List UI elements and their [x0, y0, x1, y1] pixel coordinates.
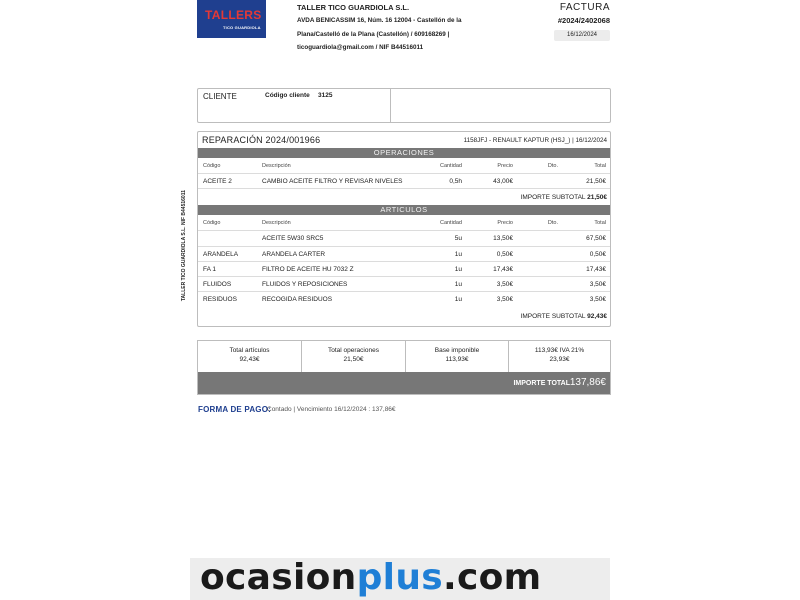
cell-code: ACEITE 2: [203, 178, 232, 185]
articles-section-bar: ARTICULOS: [198, 205, 610, 215]
document-number: #2024/2402068: [557, 16, 610, 25]
cell-code: FA 1: [203, 266, 217, 273]
row-divider: [198, 246, 610, 247]
row-divider: [198, 276, 610, 277]
row-divider: [198, 188, 610, 189]
cell-code: FLUIDOS: [203, 281, 232, 288]
client-box-divider: [390, 89, 391, 122]
cell-quantity: 1u: [454, 251, 462, 258]
brand-part-3: .com: [442, 557, 542, 598]
total-articles: [198, 341, 301, 372]
articles-subtotal-label: IMPORTE SUBTOTAL: [520, 313, 586, 320]
cell-total: 21,50€: [586, 178, 606, 185]
client-label: CLIENTE: [203, 92, 237, 101]
total-operations-label: Total operaciones: [328, 347, 379, 354]
logo-text: TALLERS: [205, 8, 262, 22]
row-divider: [198, 291, 610, 292]
payment-detail: Contado | Vencimiento 16/12/2024 : 137,86€: [267, 406, 396, 413]
brand-logo: [200, 557, 541, 598]
cell-total: 0,50€: [589, 251, 606, 258]
side-legal-text: TALLER TICO GUARDIOLA S.L. NIF B44516011: [181, 190, 187, 302]
col-discount-header: Dto.: [547, 163, 558, 169]
company-address: AVDA BENICASSIM 16, Núm. 16 12004 - Castellón de la Plana/Castelló de la Plana (Castellón) / 609168269 | ticoguardiola@gmail.com / NIF B44516011: [297, 17, 462, 51]
cell-code: RESIDUOS: [203, 296, 237, 303]
brand-part-2: plus: [356, 557, 443, 598]
client-code-label: Código cliente: [265, 92, 310, 99]
cell-price: 13,50€: [493, 235, 513, 242]
col-discount-header: Dto.: [547, 220, 558, 226]
row-divider: [198, 173, 610, 174]
col-price-header: Precio: [497, 163, 513, 169]
total-iva-label: 113,93€ IVA 21%: [534, 347, 585, 354]
total-operations-value: 21,50€: [343, 356, 364, 363]
col-price-header: Precio: [497, 220, 513, 226]
cell-quantity: 5u: [454, 235, 462, 242]
cell-total: 67,50€: [586, 235, 606, 242]
col-description-header: Descripción: [262, 220, 291, 226]
cell-description: CAMBIO ACEITE FILTRO Y REVISAR NIVELES: [262, 178, 403, 185]
brand-part-1: ocasion: [200, 557, 357, 598]
brand-banner: [190, 558, 610, 600]
col-total-header: Total: [594, 220, 606, 226]
cell-price: 3,50€: [496, 296, 513, 303]
row-divider: [198, 261, 610, 262]
col-quantity-header: Cantidad: [439, 163, 462, 169]
payment-label: FORMA DE PAGO:: [198, 405, 272, 414]
repair-title: REPARACIÓN 2024/001966: [202, 135, 321, 145]
total-articles-value: 92,43€: [239, 356, 260, 363]
total-iva: [509, 341, 610, 372]
operations-subtotal-label: IMPORTE SUBTOTAL: [520, 194, 586, 201]
cell-price: 17,43€: [493, 266, 513, 273]
cell-total: 17,43€: [586, 266, 606, 273]
total-operations: [302, 341, 405, 372]
operations-section-bar: OPERACIONES: [198, 148, 610, 158]
client-box: [197, 88, 611, 123]
client-code: 3125: [318, 92, 333, 99]
operations-subtotal: [460, 194, 607, 201]
cell-quantity: 1u: [454, 296, 462, 303]
cell-description: FILTRO DE ACEITE HU 7032 Z: [262, 266, 354, 273]
total-base: [406, 341, 508, 372]
cell-quantity: 1u: [454, 281, 462, 288]
cell-description: FLUIDOS Y REPOSICIONES: [262, 281, 348, 288]
cell-description: RECOGIDA RESIDUOS: [262, 296, 333, 303]
row-divider: [198, 230, 610, 231]
col-description-header: Descripción: [262, 163, 291, 169]
vehicle-info: 1158JFJ - RENAULT KAPTUR (HSJ_) | 16/12/2024: [463, 137, 607, 144]
cell-total: 3,50€: [589, 296, 606, 303]
total-base-label: Base imponible: [434, 347, 480, 354]
col-code-header: Código: [203, 220, 221, 226]
operations-subtotal-value: 21,50€: [587, 194, 607, 201]
totals-box: [197, 340, 611, 395]
cell-description: ARANDELA CARTER: [262, 251, 326, 258]
cell-quantity: 0,5h: [449, 178, 462, 185]
company-name: TALLER TICO GUARDIOLA S.L.: [297, 3, 410, 12]
total-iva-value: 23,93€: [549, 356, 570, 363]
total-base-value: 113,93€: [445, 356, 469, 363]
articles-subtotal-value: 92,43€: [587, 313, 607, 320]
articles-subtotal: [460, 313, 607, 320]
document-date: 16/12/2024: [554, 30, 610, 41]
col-code-header: Código: [203, 163, 221, 169]
logo-subtext: TICO GUARDIOLA: [223, 25, 261, 30]
cell-total: 3,50€: [589, 281, 606, 288]
col-total-header: Total: [594, 163, 606, 169]
grand-total-bar: [198, 372, 610, 394]
col-quantity-header: Cantidad: [439, 220, 462, 226]
cell-description: ACEITE 5W30 SRC5: [262, 235, 324, 242]
document-type: FACTURA: [559, 2, 610, 13]
grand-total-value: 137,86€: [569, 377, 606, 388]
cell-price: 43,00€: [493, 178, 513, 185]
cell-price: 3,50€: [496, 281, 513, 288]
repair-box: [197, 131, 611, 327]
company-logo: [197, 0, 266, 38]
grand-total-label: IMPORTE TOTAL: [513, 380, 570, 387]
cell-quantity: 1u: [454, 266, 462, 273]
total-articles-label: Total artículos: [229, 347, 270, 354]
cell-code: ARANDELA: [203, 251, 239, 258]
cell-price: 0,50€: [496, 251, 513, 258]
